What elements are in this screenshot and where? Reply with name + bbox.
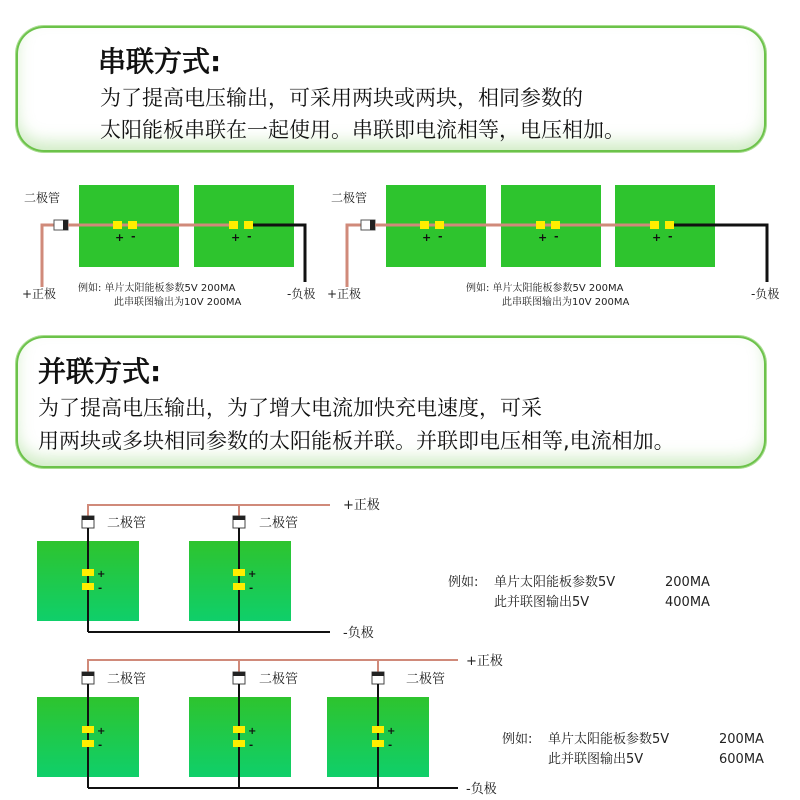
negative-label: -负极 <box>343 626 374 641</box>
terminal-positive <box>113 221 122 229</box>
example-line-2: 此串联图输出为10V 200MA <box>502 297 630 308</box>
terminal-positive <box>233 726 245 733</box>
minus-mark: - <box>249 583 254 594</box>
diode-band <box>233 516 245 520</box>
example-desc-1: 单片太阳能板参数5V <box>548 732 670 747</box>
negative-label: -负极 <box>466 782 497 797</box>
diode-label: 二极管 <box>107 516 147 531</box>
positive-wire <box>42 225 54 287</box>
diode-label: 二极管 <box>406 672 446 687</box>
terminal-positive <box>229 221 238 229</box>
minus-mark: - <box>247 230 252 243</box>
plus-mark: + <box>231 231 241 244</box>
example-desc-2: 此并联图输出5V <box>548 752 644 767</box>
terminal-positive <box>650 221 659 229</box>
example-line-1: 例如: 单片太阳能板参数5V 200MA <box>78 283 236 294</box>
series-title: 串联方式: <box>98 45 222 78</box>
positive-rail <box>88 505 330 516</box>
terminal-positive <box>536 221 545 229</box>
plus-mark: + <box>538 231 548 244</box>
plus-mark: + <box>115 231 125 244</box>
terminal-negative <box>82 740 94 747</box>
diode-band <box>372 672 384 676</box>
diode-band <box>370 220 375 230</box>
positive-rail <box>88 660 458 672</box>
parallel-diagrams <box>0 480 800 800</box>
example-value-2: 600MA <box>719 752 764 767</box>
plus-mark: + <box>97 726 106 737</box>
plus-mark: + <box>248 569 257 580</box>
positive-label: +正极 <box>466 654 503 669</box>
example-desc-1: 单片太阳能板参数5V <box>494 575 616 590</box>
parallel-diagram-three-panels <box>37 653 764 797</box>
terminal-negative <box>435 221 444 229</box>
negative-label: -负极 <box>287 287 316 301</box>
diode-band <box>63 220 68 230</box>
terminal-positive <box>420 221 429 229</box>
terminal-positive <box>82 726 94 733</box>
parallel-title: 并联方式: <box>38 355 162 388</box>
example-value-1: 200MA <box>719 732 764 747</box>
terminal-positive <box>82 569 94 576</box>
plus-mark: + <box>652 231 662 244</box>
minus-mark: - <box>98 583 103 594</box>
plus-mark: + <box>387 726 396 737</box>
example-line-1: 例如: 单片太阳能板参数5V 200MA <box>466 283 624 294</box>
minus-mark: - <box>668 230 673 243</box>
terminal-positive <box>372 726 384 733</box>
negative-label: -负极 <box>751 287 780 301</box>
minus-mark: - <box>388 740 393 751</box>
minus-mark: - <box>554 230 559 243</box>
series-diagram-three-panels <box>327 185 779 308</box>
series-text-line-2: 太阳能板串联在一起使用。串联即电流相等，电压相加。 <box>100 118 625 142</box>
positive-label: +正极 <box>22 287 57 301</box>
diode-label: 二极管 <box>24 191 61 205</box>
terminal-negative <box>244 221 253 229</box>
positive-label: +正极 <box>343 498 380 513</box>
example-desc-2: 此并联图输出5V <box>494 595 590 610</box>
minus-mark: - <box>98 740 103 751</box>
parallel-text-line-1: 为了提高电压输出，为了增大电流加快充电速度，可采 <box>38 396 542 420</box>
series-diagrams <box>0 0 800 320</box>
terminal-negative <box>82 583 94 590</box>
positive-label: +正极 <box>327 287 362 301</box>
minus-mark: - <box>438 230 443 243</box>
terminal-negative <box>128 221 137 229</box>
series-text-line-1: 为了提高电压输出，可采用两块或两块，相同参数的 <box>100 86 583 110</box>
terminal-positive <box>233 569 245 576</box>
terminal-negative <box>665 221 674 229</box>
terminal-negative <box>372 740 384 747</box>
terminal-negative <box>233 583 245 590</box>
parallel-diagram-two-panels <box>37 497 710 641</box>
plus-mark: + <box>422 231 432 244</box>
positive-wire <box>347 225 361 287</box>
plus-mark: + <box>97 569 106 580</box>
diode-band <box>82 672 94 676</box>
example-line-2: 此串联图输出为10V 200MA <box>114 297 242 308</box>
series-diagram-two-panels <box>22 185 315 308</box>
diode-band <box>82 516 94 520</box>
parallel-text-line-2: 用两块或多块相同参数的太阳能板并联。并联即电压相等,电流相加。 <box>38 429 675 453</box>
example-value-2: 400MA <box>665 595 710 610</box>
diode-label: 二极管 <box>259 516 299 531</box>
terminal-negative <box>233 740 245 747</box>
example-label: 例如: <box>448 575 479 590</box>
plus-mark: + <box>248 726 257 737</box>
diode-label: 二极管 <box>331 191 368 205</box>
parallel-info-box <box>16 336 766 468</box>
minus-mark: - <box>131 230 136 243</box>
diode-label: 二极管 <box>107 672 147 687</box>
minus-mark: - <box>249 740 254 751</box>
diode-band <box>233 672 245 676</box>
terminal-negative <box>551 221 560 229</box>
example-value-1: 200MA <box>665 575 710 590</box>
diode-label: 二极管 <box>259 672 299 687</box>
example-label: 例如: <box>502 732 533 747</box>
